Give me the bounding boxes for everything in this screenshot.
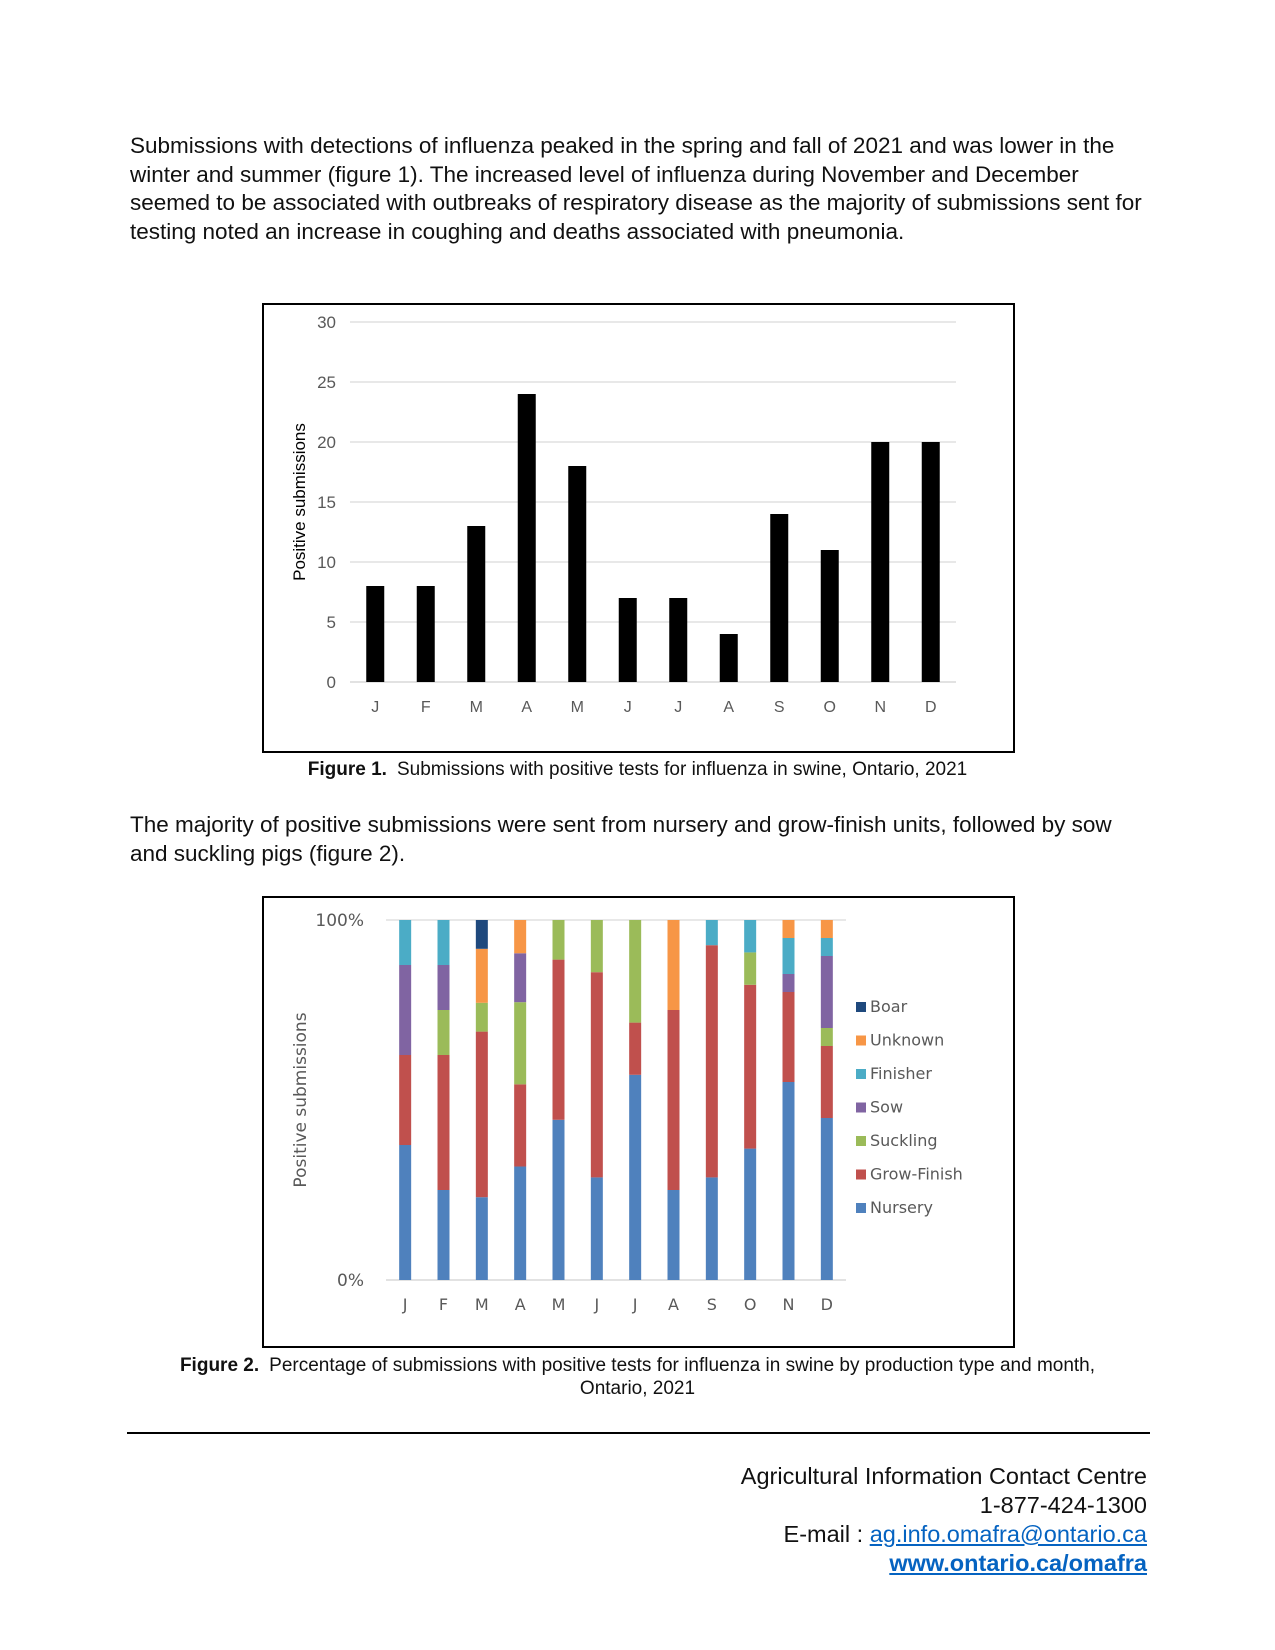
stacked-bar-segment: [438, 965, 450, 1010]
legend-swatch: [856, 1203, 866, 1213]
stacked-bar-segment: [553, 920, 565, 960]
legend-label: Finisher: [870, 1064, 932, 1083]
y-tick-label: 25: [317, 373, 336, 392]
x-tick-label: A: [521, 699, 533, 716]
legend-swatch: [856, 1002, 866, 1012]
x-tick-label: M: [570, 699, 584, 716]
y-tick-label: 30: [317, 313, 336, 332]
stacked-bar-chart-svg: [264, 898, 1013, 1346]
figure-2-chart: [262, 896, 1015, 1348]
stacked-bar-segment: [744, 1149, 756, 1280]
x-tick-label: M: [474, 1295, 489, 1314]
stacked-bar-segment: [553, 1120, 565, 1280]
figure-1-chart: [262, 303, 1015, 753]
stacked-bar-segment: [783, 920, 795, 938]
contact-email-label: E-mail :: [783, 1521, 870, 1547]
stacked-bar-segment: [783, 992, 795, 1082]
x-tick-label: M: [551, 1295, 566, 1314]
stacked-bar-segment: [668, 920, 680, 1010]
bar: [568, 466, 586, 682]
x-tick-label: S: [773, 699, 785, 716]
legend-swatch: [856, 1170, 866, 1180]
stacked-bar-segment: [629, 1075, 641, 1280]
stacked-bar-segment: [668, 1010, 680, 1190]
legend-swatch: [856, 1103, 866, 1113]
stacked-bar-segment: [514, 1167, 526, 1280]
stacked-bar-segment: [706, 945, 718, 1177]
stacked-bar-segment: [476, 1032, 488, 1198]
stacked-bar-segment: [706, 920, 718, 945]
y-tick-label: 15: [317, 493, 336, 512]
y-tick-label: 10: [317, 553, 336, 572]
stacked-bar-segment: [821, 956, 833, 1028]
bar: [922, 442, 940, 682]
intro-paragraph: Submissions with detections of influenza peaked in the spring and fall of 2021 and was lower in the winter and summer (figure 1). The increased level of influenza during November and December seemed to be associated with outbreaks of respiratory disease as the majority of submissions sent for testing noted an increase in coughing and deaths associated with pneumonia.: [130, 133, 1142, 244]
stacked-bar-segment: [744, 952, 756, 984]
stacked-bar-segment: [821, 1118, 833, 1280]
stacked-bar-segment: [476, 1197, 488, 1280]
bar-chart-svg: [264, 305, 1013, 751]
contact-org: Agricultural Information Contact Centre: [740, 1463, 1147, 1489]
y-tick-label: 5: [326, 613, 336, 632]
stacked-bar-segment: [821, 938, 833, 956]
x-tick-label: J: [674, 699, 683, 716]
footer-divider: [127, 1432, 1150, 1434]
x-tick-label: J: [632, 1295, 638, 1314]
stacked-bar-segment: [438, 920, 450, 965]
bar: [669, 598, 687, 682]
bar: [619, 598, 637, 682]
production-type-paragraph: The majority of positive submissions were sent from nursery and grow-finish units, followed by sow and suckling pigs (figure 2).: [130, 812, 1112, 866]
stacked-bar-segment: [399, 1145, 411, 1280]
contact-email-line: [741, 1520, 1147, 1549]
bar: [821, 550, 839, 682]
bar: [417, 586, 435, 682]
legend-swatch: [856, 1069, 866, 1079]
stacked-bar-segment: [476, 1003, 488, 1032]
y-axis-title: Positive submissions: [290, 423, 309, 581]
x-tick-label: D: [820, 1295, 833, 1314]
x-tick-label: S: [706, 1295, 717, 1314]
bar: [770, 514, 788, 682]
legend-label: Unknown: [870, 1030, 945, 1050]
stacked-bar-segment: [821, 920, 833, 938]
figure-1-caption: [150, 758, 1125, 781]
contact-block: [741, 1462, 1147, 1578]
x-tick-label: F: [420, 699, 431, 716]
x-tick-label: A: [668, 1295, 679, 1314]
legend-label: Grow-Finish: [870, 1164, 963, 1184]
stacked-bar-segment: [783, 974, 795, 992]
stacked-bar-segment: [821, 1028, 833, 1046]
y-tick-label: 0: [326, 673, 336, 692]
x-tick-label: J: [594, 1295, 600, 1314]
stacked-bar-segment: [514, 953, 526, 1002]
legend-label: Nursery: [870, 1198, 933, 1217]
stacked-bar-segment: [783, 938, 795, 974]
x-tick-label: N: [782, 1295, 795, 1314]
x-tick-label: J: [623, 699, 632, 716]
legend-swatch: [856, 1036, 866, 1046]
stacked-bar-segment: [438, 1055, 450, 1190]
stacked-bar-segment: [514, 920, 526, 953]
x-tick-label: N: [874, 699, 887, 716]
contact-phone: 1-877-424-1300: [979, 1492, 1147, 1518]
stacked-bar-segment: [821, 1046, 833, 1118]
stacked-bar-segment: [514, 1002, 526, 1084]
figure-1-caption-text: Submissions with positive tests for influenza in swine, Ontario, 2021: [396, 759, 968, 780]
x-tick-label: F: [438, 1295, 449, 1314]
bar: [467, 526, 485, 682]
figure-2-label: Figure 2.: [179, 1355, 260, 1376]
y-tick-label: 100%: [315, 911, 364, 931]
stacked-bar-segment: [668, 1190, 680, 1280]
x-tick-label: D: [924, 699, 937, 716]
stacked-bar-segment: [438, 1010, 450, 1055]
bar: [366, 586, 384, 682]
stacked-bar-segment: [399, 1055, 411, 1145]
x-tick-label: A: [514, 1295, 526, 1314]
bar: [518, 394, 536, 682]
bar: [871, 442, 889, 682]
stacked-bar-segment: [438, 1190, 450, 1280]
x-tick-label: O: [823, 699, 836, 716]
stacked-bar-segment: [591, 1177, 603, 1280]
stacked-bar-segment: [591, 920, 603, 972]
x-tick-label: J: [371, 699, 380, 716]
legend-label: Suckling: [870, 1131, 938, 1150]
stacked-bar-segment: [783, 1082, 795, 1280]
stacked-bar-segment: [476, 949, 488, 1003]
y-axis-title: Positive submissions: [291, 1012, 311, 1188]
x-tick-label: A: [723, 699, 735, 716]
stacked-bar-segment: [706, 1177, 718, 1280]
figure-2-caption-line1: Percentage of submissions with positive tests for influenza in swine by production type and month,: [269, 1355, 1096, 1376]
x-tick-label: O: [743, 1295, 757, 1314]
legend-label: Boar: [870, 997, 908, 1016]
stacked-bar-segment: [399, 965, 411, 1055]
x-tick-label: M: [469, 699, 483, 716]
contact-email-link[interactable]: ag.info.omafra@ontario.ca: [869, 1521, 1147, 1547]
stacked-bar-segment: [476, 920, 488, 949]
figure-1-label: Figure 1.: [307, 759, 387, 780]
y-tick-label: 0%: [337, 1271, 364, 1291]
x-tick-label: J: [402, 1295, 408, 1314]
figure-2-caption: [120, 1354, 1155, 1400]
stacked-bar-segment: [744, 920, 756, 952]
stacked-bar-segment: [629, 920, 641, 1023]
stacked-bar-segment: [553, 960, 565, 1120]
stacked-bar-segment: [514, 1084, 526, 1166]
legend-swatch: [856, 1136, 866, 1146]
bar: [720, 634, 738, 682]
stacked-bar-segment: [399, 920, 411, 965]
contact-website-link[interactable]: www.ontario.ca/omafra: [889, 1550, 1147, 1576]
figure-2-caption-line2: Ontario, 2021: [579, 1378, 696, 1399]
y-tick-label: 20: [317, 433, 336, 452]
stacked-bar-segment: [591, 972, 603, 1177]
legend-label: Sow: [870, 1097, 904, 1117]
stacked-bar-segment: [744, 985, 756, 1149]
stacked-bar-segment: [629, 1023, 641, 1075]
